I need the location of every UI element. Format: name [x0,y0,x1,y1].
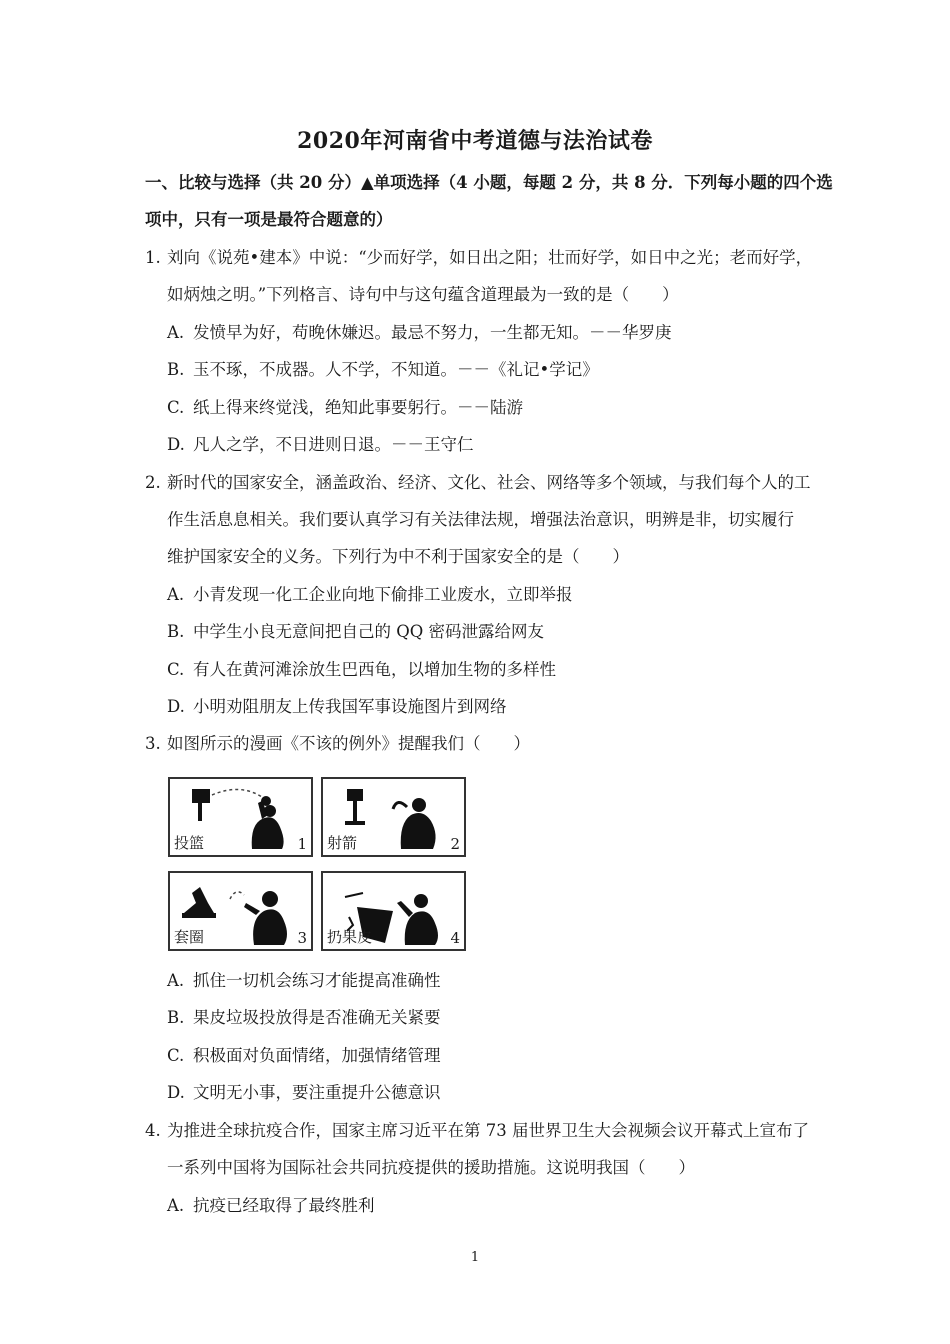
option-label: B. [167,1008,185,1027]
panel-caption: 扔果皮 [327,928,373,946]
option-text: 有人在黄河滩涂放生巴西龟，以增加生物的多样性 [193,660,556,679]
option-text: 小明劝阻朋友上传我国军事设施图片到网络 [193,697,507,716]
question-number: 1. [145,248,161,267]
comic-panel-ring-toss [168,871,313,951]
question-1-option-c [167,397,523,419]
option-text: 小青发现一化工企业向地下偷排工业废水，立即举报 [193,585,573,604]
option-text: 中学生小良无意间把自己的 QQ 密码泄露给网友 [193,622,545,641]
panel-number: 4 [450,929,460,947]
option-text: 抓住一切机会练习才能提高准确性 [193,971,441,990]
question-2-line1 [145,472,811,494]
comic-panel-archery [321,777,466,857]
question-3-option-a [167,970,441,992]
option-label: A. [167,585,185,604]
question-number: 4. [145,1121,161,1140]
section-heading-line1: 一、比较与选择（共 20 分）▲单项选择（4 小题，每题 2 分，共 8 分．下列每小题的四个选 [145,173,833,192]
question-4-option-a [167,1195,375,1217]
option-label: D. [167,435,185,454]
question-text: 如图所示的漫画《不该的例外》提醒我们（ ） [167,734,530,753]
option-text: 抗疫已经取得了最终胜利 [193,1196,375,1215]
question-1-line1 [145,247,812,269]
option-label: B. [167,622,185,641]
option-label: C. [167,398,185,417]
panel-caption: 投篮 [174,834,205,852]
panel-number: 1 [297,835,307,853]
panel-number: 3 [297,929,307,947]
option-text: 文明无小事，要注重提升公德意识 [193,1083,441,1102]
question-1-option-b [167,359,599,381]
question-1-option-a [167,322,672,344]
comic-panel-litter [321,871,466,951]
question-2-line2: 作生活息息相关。我们要认真学习有关法律法规，增强法治意识，明辨是非，切实履行 [167,510,794,529]
question-4-line1 [145,1120,809,1142]
panel-number: 2 [450,835,460,853]
question-2-option-d [167,696,507,718]
option-text: 玉不琢，不成器。人不学，不知道。－－《礼记•学记》 [193,360,599,379]
question-2-line3: 维护国家安全的义务。下列行为中不利于国家安全的是（ ） [167,547,629,566]
page-number: 1 [470,1250,480,1265]
comic-figure [168,777,470,953]
question-3-option-b [167,1007,441,1029]
question-2-option-a [167,584,573,606]
option-text: 发愤早为好，苟晚休嫌迟。最忌不努力，一生都无知。－－华罗庚 [193,323,672,342]
question-text: 刘向《说苑•建本》中说：“少而好学，如日出之阳；壮而好学，如日中之光；老而好学， [167,248,813,267]
option-label: A. [167,1196,185,1215]
question-3-line1 [145,733,530,755]
option-text: 凡人之学，不日进则日退。－－王守仁 [193,435,474,454]
section-heading-line2: 项中，只有一项是最符合题意的） [145,210,393,229]
option-text: 积极面对负面情绪，加强情绪管理 [193,1046,441,1065]
option-label: D. [167,1083,185,1102]
page-title: 2020年河南省中考道德与法治试卷 [297,128,653,154]
option-label: A. [167,323,185,342]
question-text: 为推进全球抗疫合作，国家主席习近平在第 73 届世界卫生大会视频会议开幕式上宣布了 [167,1121,809,1140]
question-2-option-b [167,621,544,643]
option-text: 果皮垃圾投放得是否准确无关紧要 [193,1008,441,1027]
question-1-option-d [167,434,474,456]
question-text: 新时代的国家安全，涵盖政治、经济、文化、社会、网络等多个领域，与我们每个人的工 [167,473,811,492]
option-label: C. [167,660,185,679]
option-label: A. [167,971,185,990]
question-1-line2: 如炳烛之明。”下列格言、诗句中与这句蕴含道理最为一致的是（ ） [167,285,679,304]
question-4-line2: 一系列中国将为国际社会共同抗疫提供的援助措施。这说明我国（ ） [167,1158,695,1177]
option-text: 纸上得来终觉浅，绝知此事要躬行。－－陆游 [193,398,523,417]
question-number: 2. [145,473,161,492]
option-label: B. [167,360,185,379]
question-2-option-c [167,659,556,681]
question-3-option-d [167,1082,441,1104]
question-number: 3. [145,734,161,753]
option-label: C. [167,1046,185,1065]
panel-caption: 射箭 [327,834,358,852]
option-label: D. [167,697,185,716]
panel-caption: 套圈 [174,928,205,946]
comic-panel-basketball [168,777,313,857]
question-3-option-c [167,1045,441,1067]
